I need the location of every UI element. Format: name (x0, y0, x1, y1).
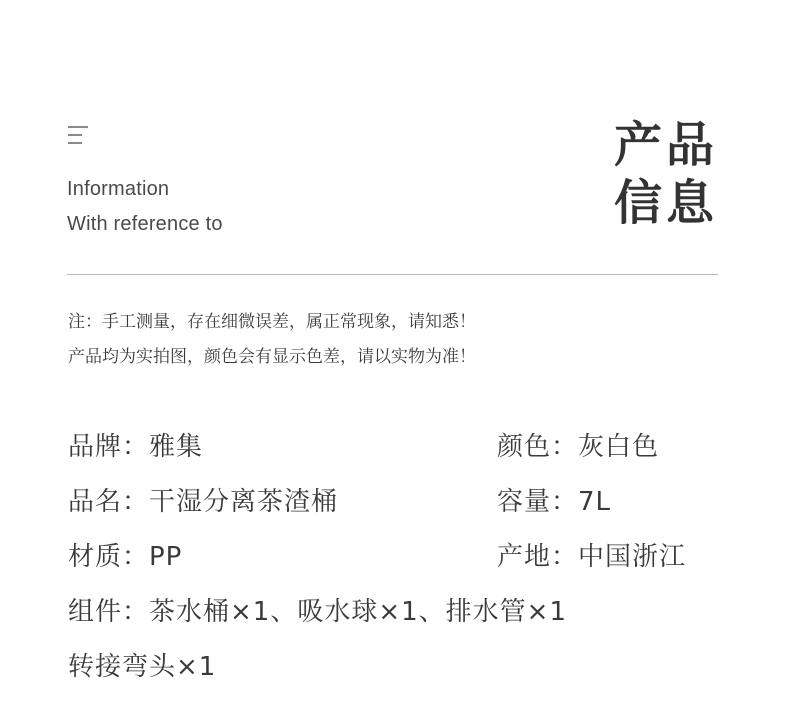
info-line-2: With reference to (67, 213, 223, 235)
menu-lines-icon (68, 126, 88, 146)
notes (68, 305, 476, 375)
spec-components: 组件：茶水桶×1、吸水球×1、排水管×1 (68, 597, 567, 627)
spec-material: 材质：PP (68, 542, 183, 572)
spec-product-name: 品名：干湿分离茶渣桶 (68, 487, 339, 517)
page-title (608, 116, 718, 232)
spec-color: 颜色：灰白色 (497, 432, 660, 462)
divider (67, 274, 718, 275)
spec-origin: 产地：中国浙江 (497, 542, 687, 572)
note-line-2: 产品均为实拍图，颜色会有显示色差，请以实物为准！ (68, 347, 476, 367)
spec-brand: 品牌：雅集 (68, 432, 204, 462)
info-line-1: Information (67, 178, 170, 200)
title-line-1: 产品 (613, 117, 718, 173)
note-line-1: 注：手工测量，存在细微误差，属正常现象，请知悉！ (68, 312, 476, 332)
info-subtitle (67, 172, 223, 242)
title-line-2: 信息 (613, 175, 718, 231)
spec-components-continued: 转接弯头×1 (68, 652, 217, 682)
spec-capacity: 容量：7L (497, 487, 612, 517)
